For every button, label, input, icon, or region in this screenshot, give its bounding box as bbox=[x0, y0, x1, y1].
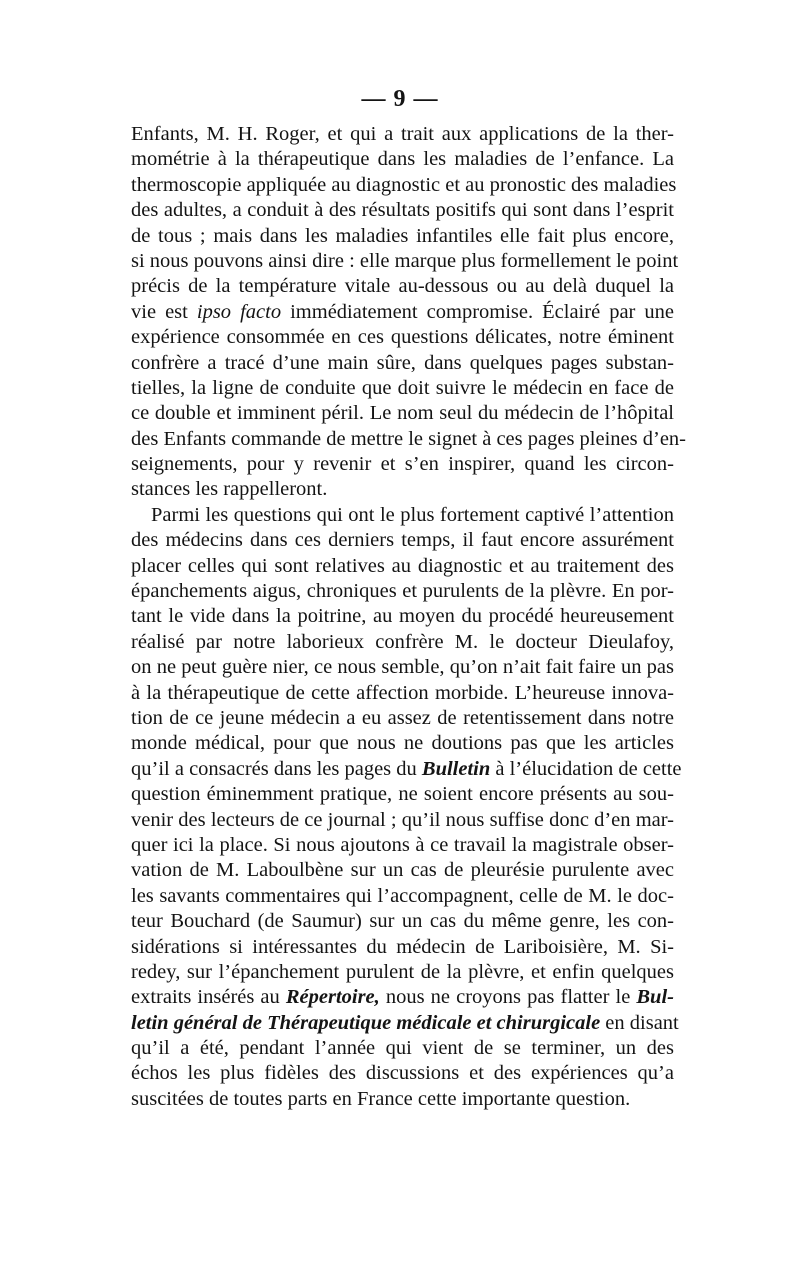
text-segment: seignements, pour y revenir et s’en inspirer, quand les circon- bbox=[131, 453, 674, 476]
text-line bbox=[131, 604, 674, 629]
text-line bbox=[131, 325, 674, 350]
text-line bbox=[131, 935, 674, 960]
text-segment: tion de ce jeune médecin a eu assez de retentissement dans notre bbox=[131, 706, 674, 729]
text-line bbox=[131, 706, 674, 731]
text-segment: on ne peut guère nier, ce nous semble, qu’on n’ait fait faire un pas bbox=[131, 656, 674, 679]
emphasis-text: letin général de Thérapeutique médicale et chirurgicale bbox=[131, 1011, 601, 1034]
text-line bbox=[131, 427, 687, 452]
text-segment: de tous ; mais dans les maladies infantiles elle fait plus encore, bbox=[131, 224, 674, 247]
text-line bbox=[131, 884, 674, 909]
text-line bbox=[131, 757, 682, 782]
text-segment: des médecins dans ces derniers temps, il faut encore assurément bbox=[131, 529, 674, 552]
text-segment: venir des lecteurs de ce journal ; qu’il nous suffise donc d’en mar- bbox=[131, 808, 674, 831]
text-line bbox=[131, 554, 674, 579]
text-line bbox=[131, 452, 674, 477]
text-segment: tant le vide dans la poitrine, au moyen du procédé heureusement bbox=[131, 605, 674, 628]
text-segment: qu’il a consacrés dans les pages du bbox=[131, 757, 422, 780]
text-segment: des adultes, a conduit à des résultats positifs qui sont dans l’esprit bbox=[131, 199, 674, 222]
page-number: — 9 — bbox=[361, 86, 439, 112]
text-line bbox=[131, 985, 674, 1010]
text-segment: sidérations si intéressantes du médecin de Lariboisière, M. Si- bbox=[131, 935, 674, 958]
text-segment: précis de la température vitale au-dessous ou au delà duquel la bbox=[131, 275, 674, 298]
text-line bbox=[131, 147, 674, 172]
text-segment: épanchements aigus, chroniques et purulents de la plèvre. En por- bbox=[131, 580, 674, 603]
text-line bbox=[131, 1087, 674, 1112]
text-line bbox=[131, 858, 674, 883]
text-segment: monde médical, pour que nous ne doutions pas que les articles bbox=[131, 732, 674, 755]
text-segment: redey, sur l’épanchement purulent de la plèvre, et enfin quelques bbox=[131, 960, 674, 983]
text-segment: tielles, la ligne de conduite que doit suivre le médecin en face de bbox=[131, 376, 674, 399]
text-line bbox=[131, 1011, 679, 1036]
text-segment: stances les rappelleront. bbox=[131, 478, 328, 501]
text-segment: les savants commentaires qui l’accompagnent, celle de M. le doc- bbox=[131, 884, 674, 907]
text-segment: réalisé par notre laborieux confrère M. le docteur Dieulafoy, bbox=[131, 630, 674, 653]
text-line bbox=[131, 274, 674, 299]
text-line bbox=[131, 960, 674, 985]
text-line bbox=[131, 503, 674, 528]
text-line bbox=[131, 528, 674, 553]
text-line bbox=[131, 122, 674, 147]
text-line bbox=[131, 401, 674, 426]
text-line bbox=[131, 808, 674, 833]
text-segment: teur Bouchard (de Saumur) sur un cas du même genre, les con- bbox=[131, 910, 674, 933]
text-segment: placer celles qui sont relatives au diagnostic et au traitement des bbox=[131, 554, 674, 577]
text-line bbox=[131, 681, 674, 706]
text-line bbox=[131, 782, 674, 807]
text-line bbox=[131, 173, 677, 198]
text-segment: suscitées de toutes parts en France cette importante question. bbox=[131, 1087, 631, 1110]
emphasis-text: Bulletin bbox=[421, 757, 491, 780]
emphasis-text: Répertoire, bbox=[285, 986, 380, 1009]
text-segment: question éminemment pratique, ne soient encore présents au sou- bbox=[131, 783, 674, 806]
text-segment: si nous pouvons ainsi dire : elle marque plus formellement le point bbox=[131, 249, 679, 272]
text-segment: thermoscopie appliquée au diagnostic et au pronostic des maladies bbox=[131, 173, 677, 196]
text-segment: extraits insérés au bbox=[131, 986, 286, 1009]
text-segment: en disant bbox=[600, 1011, 679, 1034]
text-line bbox=[131, 1061, 674, 1086]
text-line bbox=[131, 376, 674, 401]
text-line bbox=[131, 249, 679, 274]
text-segment: ce double et imminent péril. Le nom seul du médecin de l’hôpital bbox=[131, 402, 674, 425]
text-segment: à la thérapeutique de cette affection morbide. L’heureuse innova- bbox=[131, 681, 674, 704]
text-line bbox=[131, 1036, 674, 1061]
text-segment: immédiatement compromise. Éclairé par une bbox=[281, 300, 674, 323]
text-line bbox=[131, 630, 674, 655]
text-line bbox=[131, 909, 674, 934]
text-segment: confrère a tracé d’une main sûre, dans quelques pages substan- bbox=[131, 351, 674, 374]
text-segment: à l’élucidation de cette bbox=[490, 757, 682, 780]
text-line bbox=[131, 731, 674, 756]
text-segment: expérience consommée en ces questions délicates, notre éminent bbox=[131, 326, 674, 349]
italic-text: ipso facto bbox=[196, 300, 282, 323]
text-segment: qu’il a été, pendant l’année qui vient de se terminer, un des bbox=[131, 1037, 674, 1060]
text-segment: nous ne croyons pas flatter le bbox=[379, 986, 637, 1009]
text-line bbox=[131, 224, 674, 249]
text-segment: échos les plus fidèles des discussions et des expériences qu’a bbox=[131, 1062, 674, 1085]
text-line bbox=[131, 477, 674, 502]
emphasis-text: Bul- bbox=[636, 986, 674, 1009]
text-segment: vation de M. Laboulbène sur un cas de pleurésie purulente avec bbox=[131, 859, 674, 882]
text-line bbox=[131, 351, 674, 376]
text-segment: vie est bbox=[131, 300, 197, 323]
text-segment: mométrie à la thérapeutique dans les maladies de l’enfance. La bbox=[131, 148, 674, 171]
text-line bbox=[131, 300, 674, 325]
text-segment: Parmi les questions qui ont le plus fortement captivé l’attention bbox=[151, 503, 674, 526]
text-line bbox=[131, 579, 674, 604]
text-segment: des Enfants commande de mettre le signet à ces pages pleines d’en- bbox=[131, 427, 687, 450]
text-line bbox=[131, 198, 674, 223]
text-line bbox=[131, 655, 674, 680]
body-text bbox=[131, 122, 687, 1112]
text-segment: Enfants, M. H. Roger, et qui a trait aux applications de la ther- bbox=[131, 123, 674, 145]
text-line bbox=[131, 833, 674, 858]
text-segment: quer ici la place. Si nous ajoutons à ce travail la magistrale obser- bbox=[131, 833, 674, 856]
